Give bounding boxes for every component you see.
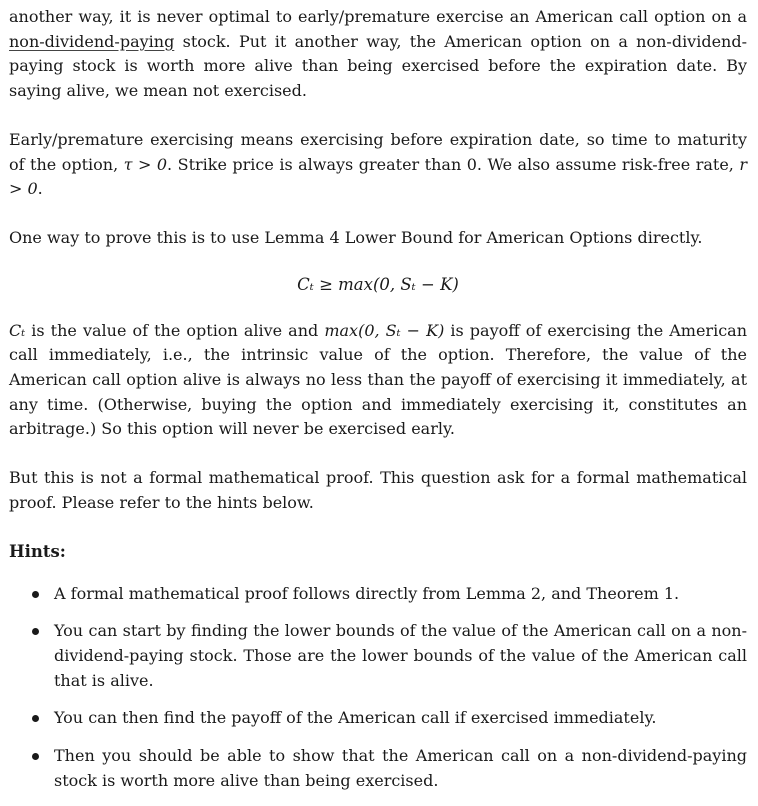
spacer <box>9 442 747 466</box>
hint-item <box>9 619 747 693</box>
hint-item <box>9 582 747 607</box>
document-page <box>9 0 747 806</box>
bullet-icon <box>32 715 39 722</box>
paragraph-formal-proof <box>9 466 747 515</box>
paragraph-text: another way, it is never optimal to early/premature exercise an American call option on a <box>9 7 747 26</box>
paragraph-text: . <box>37 179 43 199</box>
paragraph-text: stock. Put it another way, the American option on a non-dividend-paying stock is worth more alive than being exercised before the expiration date. By saying alive, we mean not exercised. <box>9 31 747 101</box>
hints-list <box>9 582 747 794</box>
math-ct: Cₜ <box>9 320 26 340</box>
paragraph-text: is the value of the option alive and <box>25 320 325 340</box>
math-r: r > 0 <box>9 154 748 199</box>
hint-item <box>9 706 747 731</box>
spacer <box>9 202 747 226</box>
paragraph-text: is payoff of exercising the American call immediately, i.e., the intrinsic value of the option. Therefore, the value of the American call option alive is always no less than the payoff of exercising it immediately, at any time. (Otherwise, buying the option and immediately exercising it, constitutes an arbitrage.) So this option will never be exercised early. <box>9 320 748 439</box>
paragraph-definition <box>9 128 747 202</box>
hint-text: A formal mathematical proof follows directly from Lemma 2, and Theorem 1. <box>54 583 680 603</box>
bullet-icon <box>32 591 39 598</box>
hints-heading: Hints: <box>9 541 66 561</box>
paragraph-text: But this is not a formal mathematical proof. This question ask for a formal mathematical proof. Please refer to the hints below. <box>9 468 747 512</box>
paragraph-early-exercise <box>9 5 747 104</box>
math-tau: τ > 0 <box>123 154 168 174</box>
hint-text: You can start by finding the lower bounds of the value of the American call on a non-dividend-paying stock. Those are the lower bounds of the value of the American call that is alive. <box>54 621 747 690</box>
underlined-term: non-dividend-paying <box>9 31 175 51</box>
paragraph-text: One way to prove this is to use Lemma 4 Lower Bound for American Options directly. <box>9 227 703 247</box>
hint-text: You can then find the payoff of the American call if exercised immediately. <box>54 708 657 728</box>
hint-item <box>9 744 747 793</box>
bullet-icon <box>32 628 39 635</box>
hint-text: Then you should be able to show that the American call on a non-dividend-paying stock is worth more alive than being exercised. <box>54 746 747 790</box>
paragraph-text: . Strike price is always greater than 0. We also assume risk-free rate, <box>167 154 740 174</box>
paragraph-lemma <box>9 226 747 251</box>
paragraph-explanation <box>9 319 747 443</box>
paragraph-text: Early/premature exercising means exercising before expiration date, so time to maturity of the option, <box>9 129 747 174</box>
display-equation: Cₜ ≥ max(0, Sₜ − K) <box>297 274 459 294</box>
math-max: max(0, Sₜ − K) <box>324 320 445 340</box>
spacer <box>9 104 747 128</box>
bullet-icon <box>32 753 39 760</box>
